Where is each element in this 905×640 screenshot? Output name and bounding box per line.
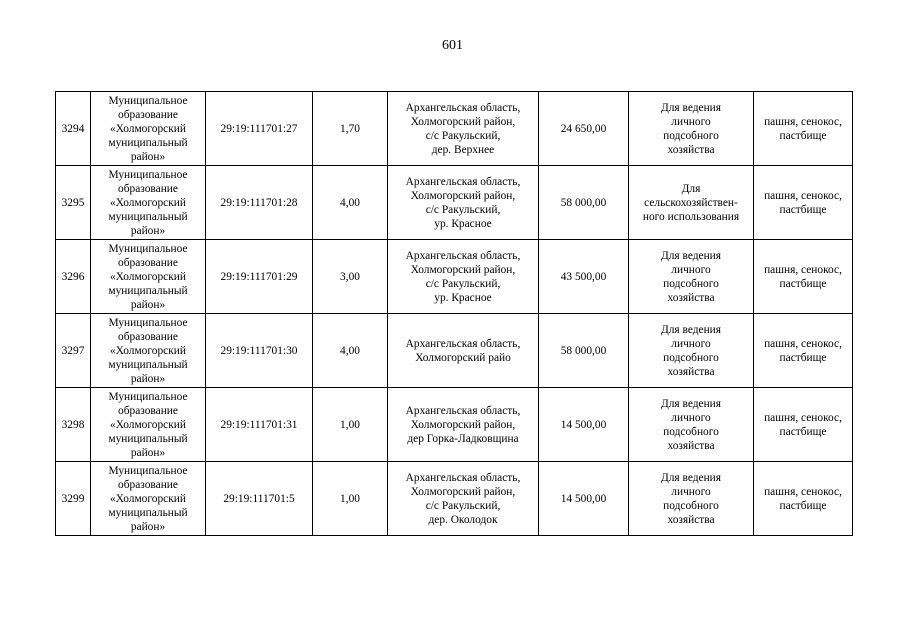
cadastral-number-cell: 29:19:111701:5 xyxy=(206,462,313,536)
table-row xyxy=(56,388,853,462)
area-cell: 4,00 xyxy=(313,314,388,388)
address-cell: Архангельская область, Холмогорский район, с/с Ракульский, ур. Красное xyxy=(388,240,539,314)
row-number-cell: 3297 xyxy=(56,314,91,388)
purpose-cell: Для ведения личного подсобного хозяйства xyxy=(629,462,754,536)
value-cell: 43 500,00 xyxy=(539,240,629,314)
usage-cell: пашня, сенокос, пастбище xyxy=(754,240,853,314)
land-registry-table xyxy=(55,91,853,536)
row-number-cell: 3299 xyxy=(56,462,91,536)
cadastral-number-cell: 29:19:111701:30 xyxy=(206,314,313,388)
row-number-cell: 3296 xyxy=(56,240,91,314)
area-cell: 1,70 xyxy=(313,92,388,166)
address-cell: Архангельская область, Холмогорский район, дер Горка-Ладковщина xyxy=(388,388,539,462)
address-cell: Архангельская область, Холмогорский район, с/с Ракульский, ур. Красное xyxy=(388,166,539,240)
table-row xyxy=(56,166,853,240)
cadastral-number-cell: 29:19:111701:31 xyxy=(206,388,313,462)
row-number-cell: 3294 xyxy=(56,92,91,166)
table-row xyxy=(56,92,853,166)
row-number-cell: 3295 xyxy=(56,166,91,240)
usage-cell: пашня, сенокос, пастбище xyxy=(754,92,853,166)
value-cell: 24 650,00 xyxy=(539,92,629,166)
cadastral-number-cell: 29:19:111701:27 xyxy=(206,92,313,166)
owner-cell: Муниципальное образование «Холмогорский муниципальный район» xyxy=(91,314,206,388)
row-number-cell: 3298 xyxy=(56,388,91,462)
owner-cell: Муниципальное образование «Холмогорский муниципальный район» xyxy=(91,462,206,536)
address-cell: Архангельская область, Холмогорский район, с/с Ракульский, дер. Верхнее xyxy=(388,92,539,166)
value-cell: 14 500,00 xyxy=(539,462,629,536)
usage-cell: пашня, сенокос, пастбище xyxy=(754,166,853,240)
owner-cell: Муниципальное образование «Холмогорский муниципальный район» xyxy=(91,240,206,314)
value-cell: 58 000,00 xyxy=(539,166,629,240)
purpose-cell: Для ведения личного подсобного хозяйства xyxy=(629,388,754,462)
purpose-cell: Для сельскохозяйствен- ного использования xyxy=(629,166,754,240)
area-cell: 4,00 xyxy=(313,166,388,240)
table-row xyxy=(56,314,853,388)
cadastral-number-cell: 29:19:111701:28 xyxy=(206,166,313,240)
purpose-cell: Для ведения личного подсобного хозяйства xyxy=(629,92,754,166)
cadastral-number-cell: 29:19:111701:29 xyxy=(206,240,313,314)
value-cell: 58 000,00 xyxy=(539,314,629,388)
area-cell: 1,00 xyxy=(313,462,388,536)
purpose-cell: Для ведения личного подсобного хозяйства xyxy=(629,240,754,314)
address-cell: Архангельская область, Холмогорский райо xyxy=(388,314,539,388)
table-row xyxy=(56,240,853,314)
owner-cell: Муниципальное образование «Холмогорский муниципальный район» xyxy=(91,92,206,166)
usage-cell: пашня, сенокос, пастбище xyxy=(754,462,853,536)
owner-cell: Муниципальное образование «Холмогорский муниципальный район» xyxy=(91,166,206,240)
area-cell: 1,00 xyxy=(313,388,388,462)
table-row xyxy=(56,462,853,536)
address-cell: Архангельская область, Холмогорский район, с/с Ракульский, дер. Околодок xyxy=(388,462,539,536)
usage-cell: пашня, сенокос, пастбище xyxy=(754,388,853,462)
usage-cell: пашня, сенокос, пастбище xyxy=(754,314,853,388)
area-cell: 3,00 xyxy=(313,240,388,314)
page-number: 601 xyxy=(442,38,463,53)
owner-cell: Муниципальное образование «Холмогорский муниципальный район» xyxy=(91,388,206,462)
value-cell: 14 500,00 xyxy=(539,388,629,462)
purpose-cell: Для ведения личного подсобного хозяйства xyxy=(629,314,754,388)
